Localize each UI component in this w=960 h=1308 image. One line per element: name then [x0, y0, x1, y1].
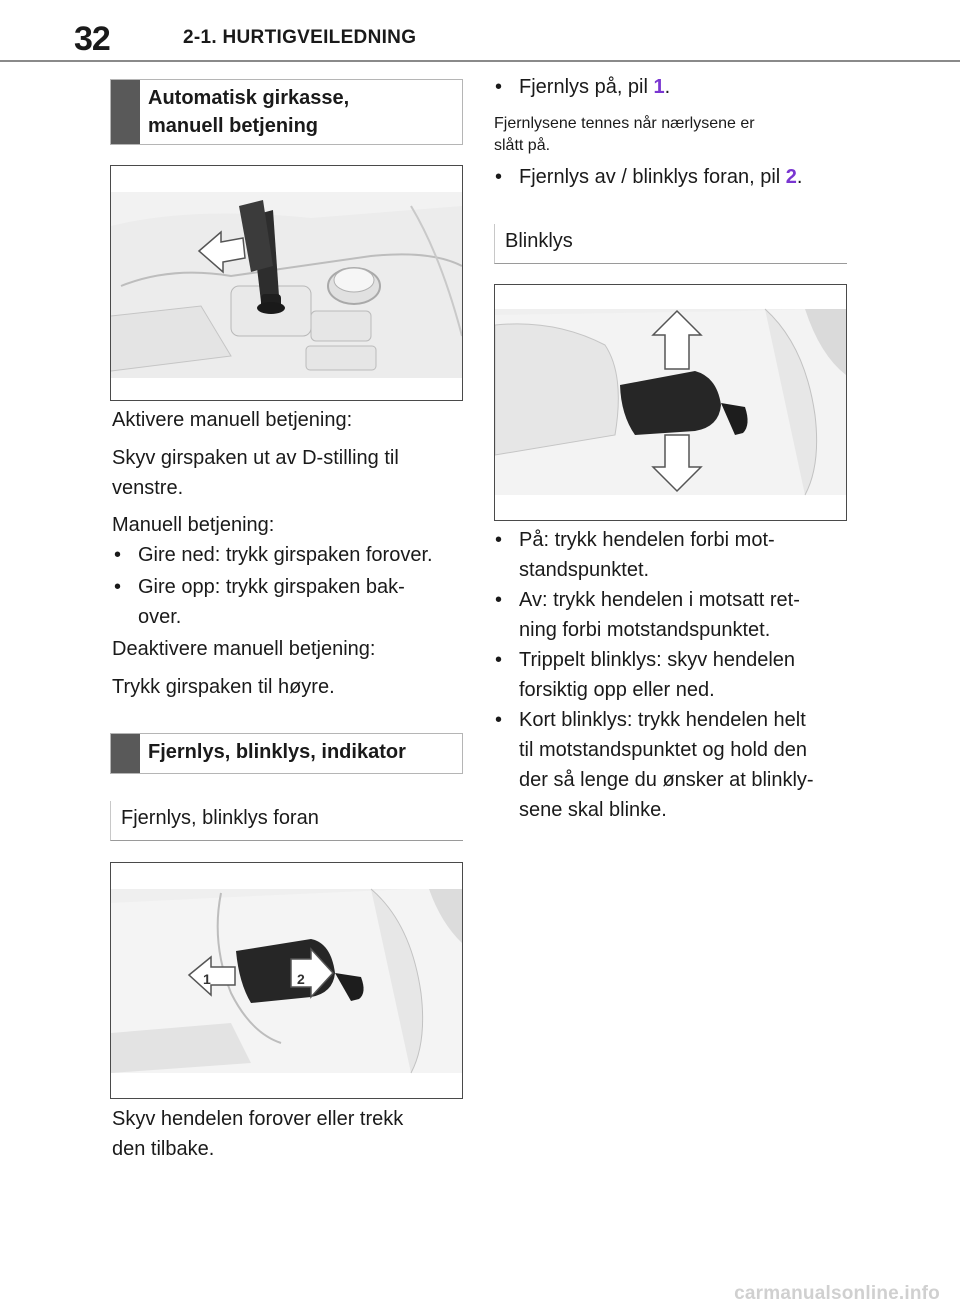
section-bar	[111, 734, 140, 773]
list-item-text: der så lenge du ønsker at blinkly-	[519, 769, 814, 791]
arrow-label-2: 2	[297, 971, 305, 987]
section-header-lights	[110, 733, 463, 774]
list-item	[495, 525, 855, 585]
bullet: •	[114, 544, 122, 566]
note: Fjernlysene tennes når nærlysene er	[494, 115, 755, 132]
watermark: carmanualsonline.info	[734, 1283, 940, 1304]
list-item-text: Av: trykk hendelen i motsatt ret-	[519, 589, 800, 611]
bullet: •	[495, 166, 503, 188]
list-item	[114, 572, 474, 632]
list-item-text: standspunktet.	[519, 559, 650, 581]
chapter-title: 2-1. HURTIGVEILEDNING	[183, 27, 417, 48]
bullet: •	[495, 76, 503, 98]
note: slått på.	[494, 137, 551, 154]
list-item-label: Fjernlys på, pil	[519, 76, 654, 98]
paragraph: venstre.	[112, 477, 184, 499]
list-item-text: På: trykk hendelen forbi mot-	[519, 529, 775, 551]
subheading-highbeam	[110, 801, 463, 841]
turn-signal-figure	[494, 284, 847, 521]
paragraph: den tilbake.	[112, 1138, 215, 1160]
list-item	[495, 162, 855, 192]
list-item-text: over.	[138, 606, 182, 628]
bullet: •	[495, 529, 503, 551]
punctuation: .	[664, 76, 671, 98]
list-item-text	[519, 162, 802, 192]
section-title: Fjernlys, blinklys, indikator	[148, 741, 406, 763]
list-item-text: Kort blinklys: trykk hendelen helt	[519, 709, 806, 731]
list-item	[495, 585, 855, 645]
section-bar	[111, 80, 140, 144]
bullet: •	[495, 589, 503, 611]
section-title-line: manuell betjening	[148, 115, 319, 137]
list-item-text: til motstandspunktet og hold den	[519, 739, 807, 761]
page-number: 32	[74, 20, 110, 58]
list-item	[495, 645, 855, 705]
paragraph: Manuell betjening:	[112, 514, 275, 536]
gear-lever-figure	[110, 165, 463, 401]
bullet: •	[114, 576, 122, 598]
subheading-text: Fjernlys, blinklys foran	[121, 807, 319, 829]
list-item-text: sene skal blinke.	[519, 799, 667, 821]
section-title-line: Automatisk girkasse,	[148, 87, 350, 109]
paragraph: Trykk girspaken til høyre.	[112, 676, 335, 698]
list-item	[114, 540, 474, 570]
arrow-number: 2	[785, 166, 797, 188]
punctuation: .	[796, 166, 803, 188]
paragraph: Skyv girspaken ut av D-stilling til	[112, 447, 399, 469]
paragraph: Deaktivere manuell betjening:	[112, 638, 376, 660]
bullet: •	[495, 709, 503, 731]
list-item-text: ning forbi motstandspunktet.	[519, 619, 771, 641]
high-beam-figure	[110, 862, 463, 1099]
list-item-text: forsiktig opp eller ned.	[519, 679, 715, 701]
header-divider	[0, 60, 960, 62]
list-item-text	[519, 72, 670, 102]
list-item	[495, 72, 855, 102]
bullet: •	[495, 649, 503, 671]
list-item-text: Gire ned: trykk girspaken forover.	[138, 544, 433, 566]
arrow-number: 1	[653, 76, 665, 98]
paragraph: Aktivere manuell betjening:	[112, 409, 353, 431]
subheading-turn-signal	[494, 224, 847, 264]
list-item-label: Fjernlys av / blinklys foran, pil	[519, 166, 786, 188]
arrow-label-1: 1	[203, 971, 211, 987]
subheading-text: Blinklys	[505, 230, 573, 252]
list-item-text: Trippelt blinklys: skyv hendelen	[519, 649, 796, 671]
list-item-text: Gire opp: trykk girspaken bak-	[138, 576, 405, 598]
list-item	[495, 705, 855, 825]
section-header-gearbox	[110, 79, 463, 145]
paragraph: Skyv hendelen forover eller trekk	[112, 1108, 404, 1130]
